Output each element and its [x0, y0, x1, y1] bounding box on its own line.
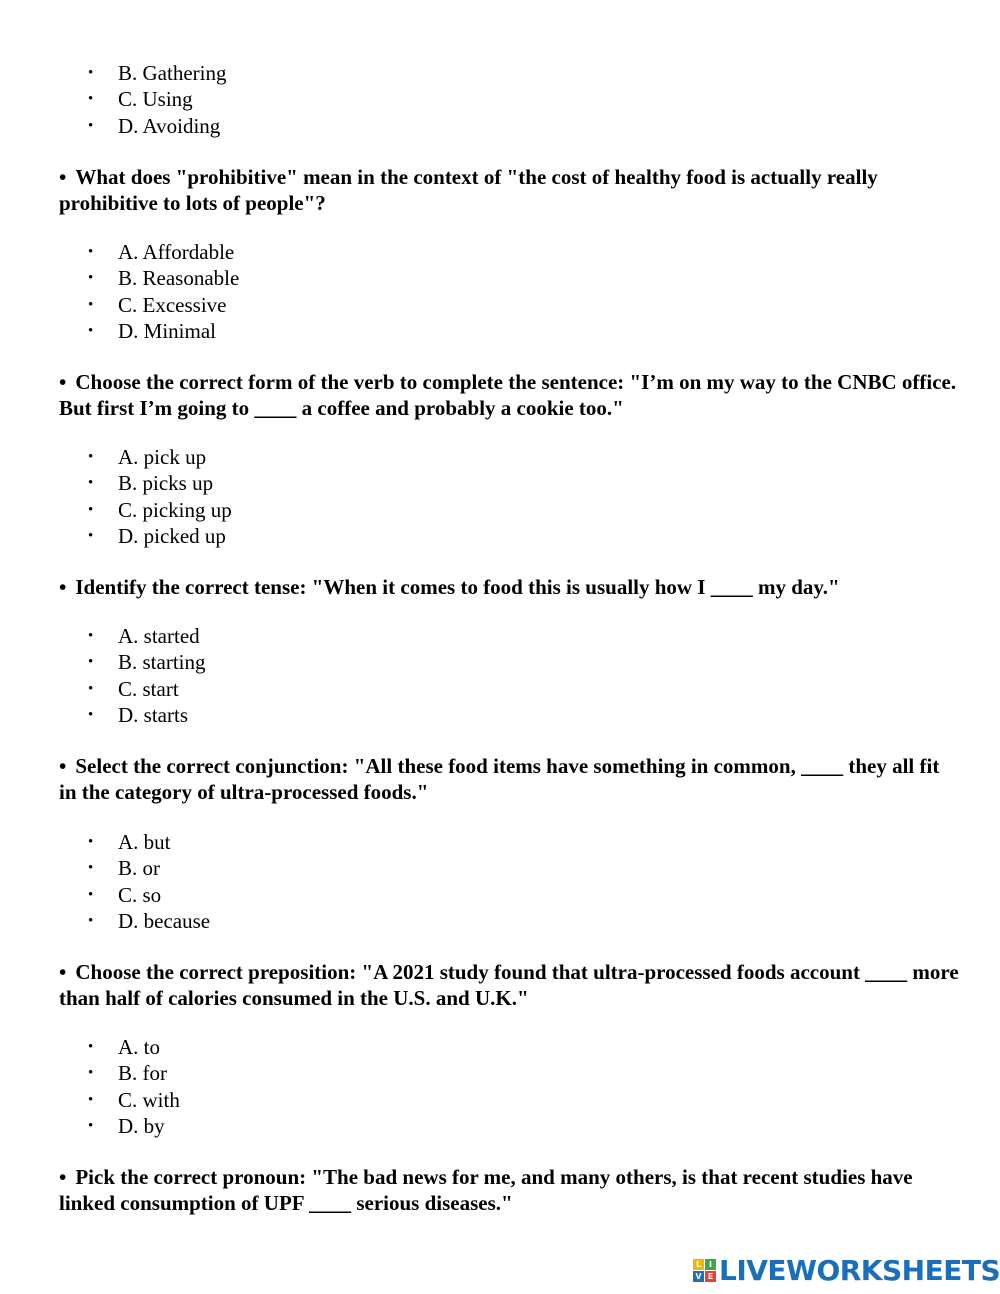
- option-item[interactable]: • A. pick up: [88, 444, 232, 470]
- question-5: [59, 959, 959, 1012]
- question-bullet: •: [59, 960, 67, 984]
- question-text: Select the correct conjunction: "All these food items have something in common, ____ they all fit in the category of ultra-processed foods.": [59, 754, 940, 805]
- question-text: Choose the correct preposition: "A 2021 study found that ultra-processed foods account ____ more than half of calories consumed in the U.S. and U.K.": [59, 960, 959, 1011]
- option-item[interactable]: • D. because: [88, 908, 210, 934]
- logo-mark-letter: I: [705, 1259, 716, 1270]
- question-2: [59, 369, 959, 422]
- option-item[interactable]: • D. by: [88, 1113, 180, 1139]
- question-bullet: •: [59, 754, 67, 778]
- option-item[interactable]: • D. Minimal: [88, 318, 239, 344]
- option-item[interactable]: • C. Excessive: [88, 292, 239, 318]
- question-text: Pick the correct pronoun: "The bad news for me, and many others, is that recent studies have linked consumption of UPF ____ serious diseases.": [59, 1165, 913, 1216]
- logo-mark-letter: E: [705, 1271, 716, 1282]
- question-bullet: •: [59, 1165, 67, 1189]
- option-item[interactable]: • B. for: [88, 1060, 180, 1086]
- option-item[interactable]: • A. but: [88, 829, 210, 855]
- option-item[interactable]: • A. started: [88, 623, 206, 649]
- option-item[interactable]: • B. Gathering: [88, 60, 226, 86]
- option-item[interactable]: • C. with: [88, 1087, 180, 1113]
- logo-mark-icon: [693, 1259, 716, 1282]
- question-6: [59, 1164, 959, 1217]
- option-list-0: [88, 60, 226, 139]
- logo-mark-letter: L: [693, 1259, 704, 1270]
- option-item[interactable]: • B. starting: [88, 649, 206, 675]
- option-item[interactable]: • D. picked up: [88, 523, 232, 549]
- option-item[interactable]: • C. start: [88, 676, 206, 702]
- question-3: [59, 574, 959, 600]
- option-item[interactable]: • B. or: [88, 855, 210, 881]
- logo-text: LIVEWORKSHEETS: [719, 1253, 1000, 1287]
- option-item[interactable]: • A. to: [88, 1034, 180, 1060]
- option-list-4: [88, 829, 210, 935]
- option-item[interactable]: • B. Reasonable: [88, 265, 239, 291]
- question-bullet: •: [59, 165, 67, 189]
- option-item[interactable]: • B. picks up: [88, 470, 232, 496]
- option-list-3: [88, 623, 206, 729]
- liveworksheets-logo: [693, 1254, 1000, 1286]
- option-list-1: [88, 239, 239, 345]
- question-bullet: •: [59, 370, 67, 394]
- option-item[interactable]: • C. picking up: [88, 497, 232, 523]
- option-item[interactable]: • A. Affordable: [88, 239, 239, 265]
- option-item[interactable]: • C. so: [88, 882, 210, 908]
- logo-mark-letter: V: [693, 1271, 704, 1282]
- question-text: Choose the correct form of the verb to complete the sentence: "I’m on my way to the CNBC office. But first I’m going to ____ a coffee and probably a cookie too.": [59, 370, 957, 421]
- question-4: [59, 753, 959, 806]
- question-bullet: •: [59, 575, 67, 599]
- option-list-2: [88, 444, 232, 550]
- option-item[interactable]: • D. Avoiding: [88, 113, 226, 139]
- option-list-5: [88, 1034, 180, 1140]
- question-text: What does "prohibitive" mean in the context of "the cost of healthy food is actually really prohibitive to lots of people"?: [59, 165, 878, 216]
- option-item[interactable]: • D. starts: [88, 702, 206, 728]
- question-1: [59, 164, 959, 217]
- option-item[interactable]: • C. Using: [88, 86, 226, 112]
- question-text: Identify the correct tense: "When it comes to food this is usually how I ____ my day.": [75, 575, 840, 599]
